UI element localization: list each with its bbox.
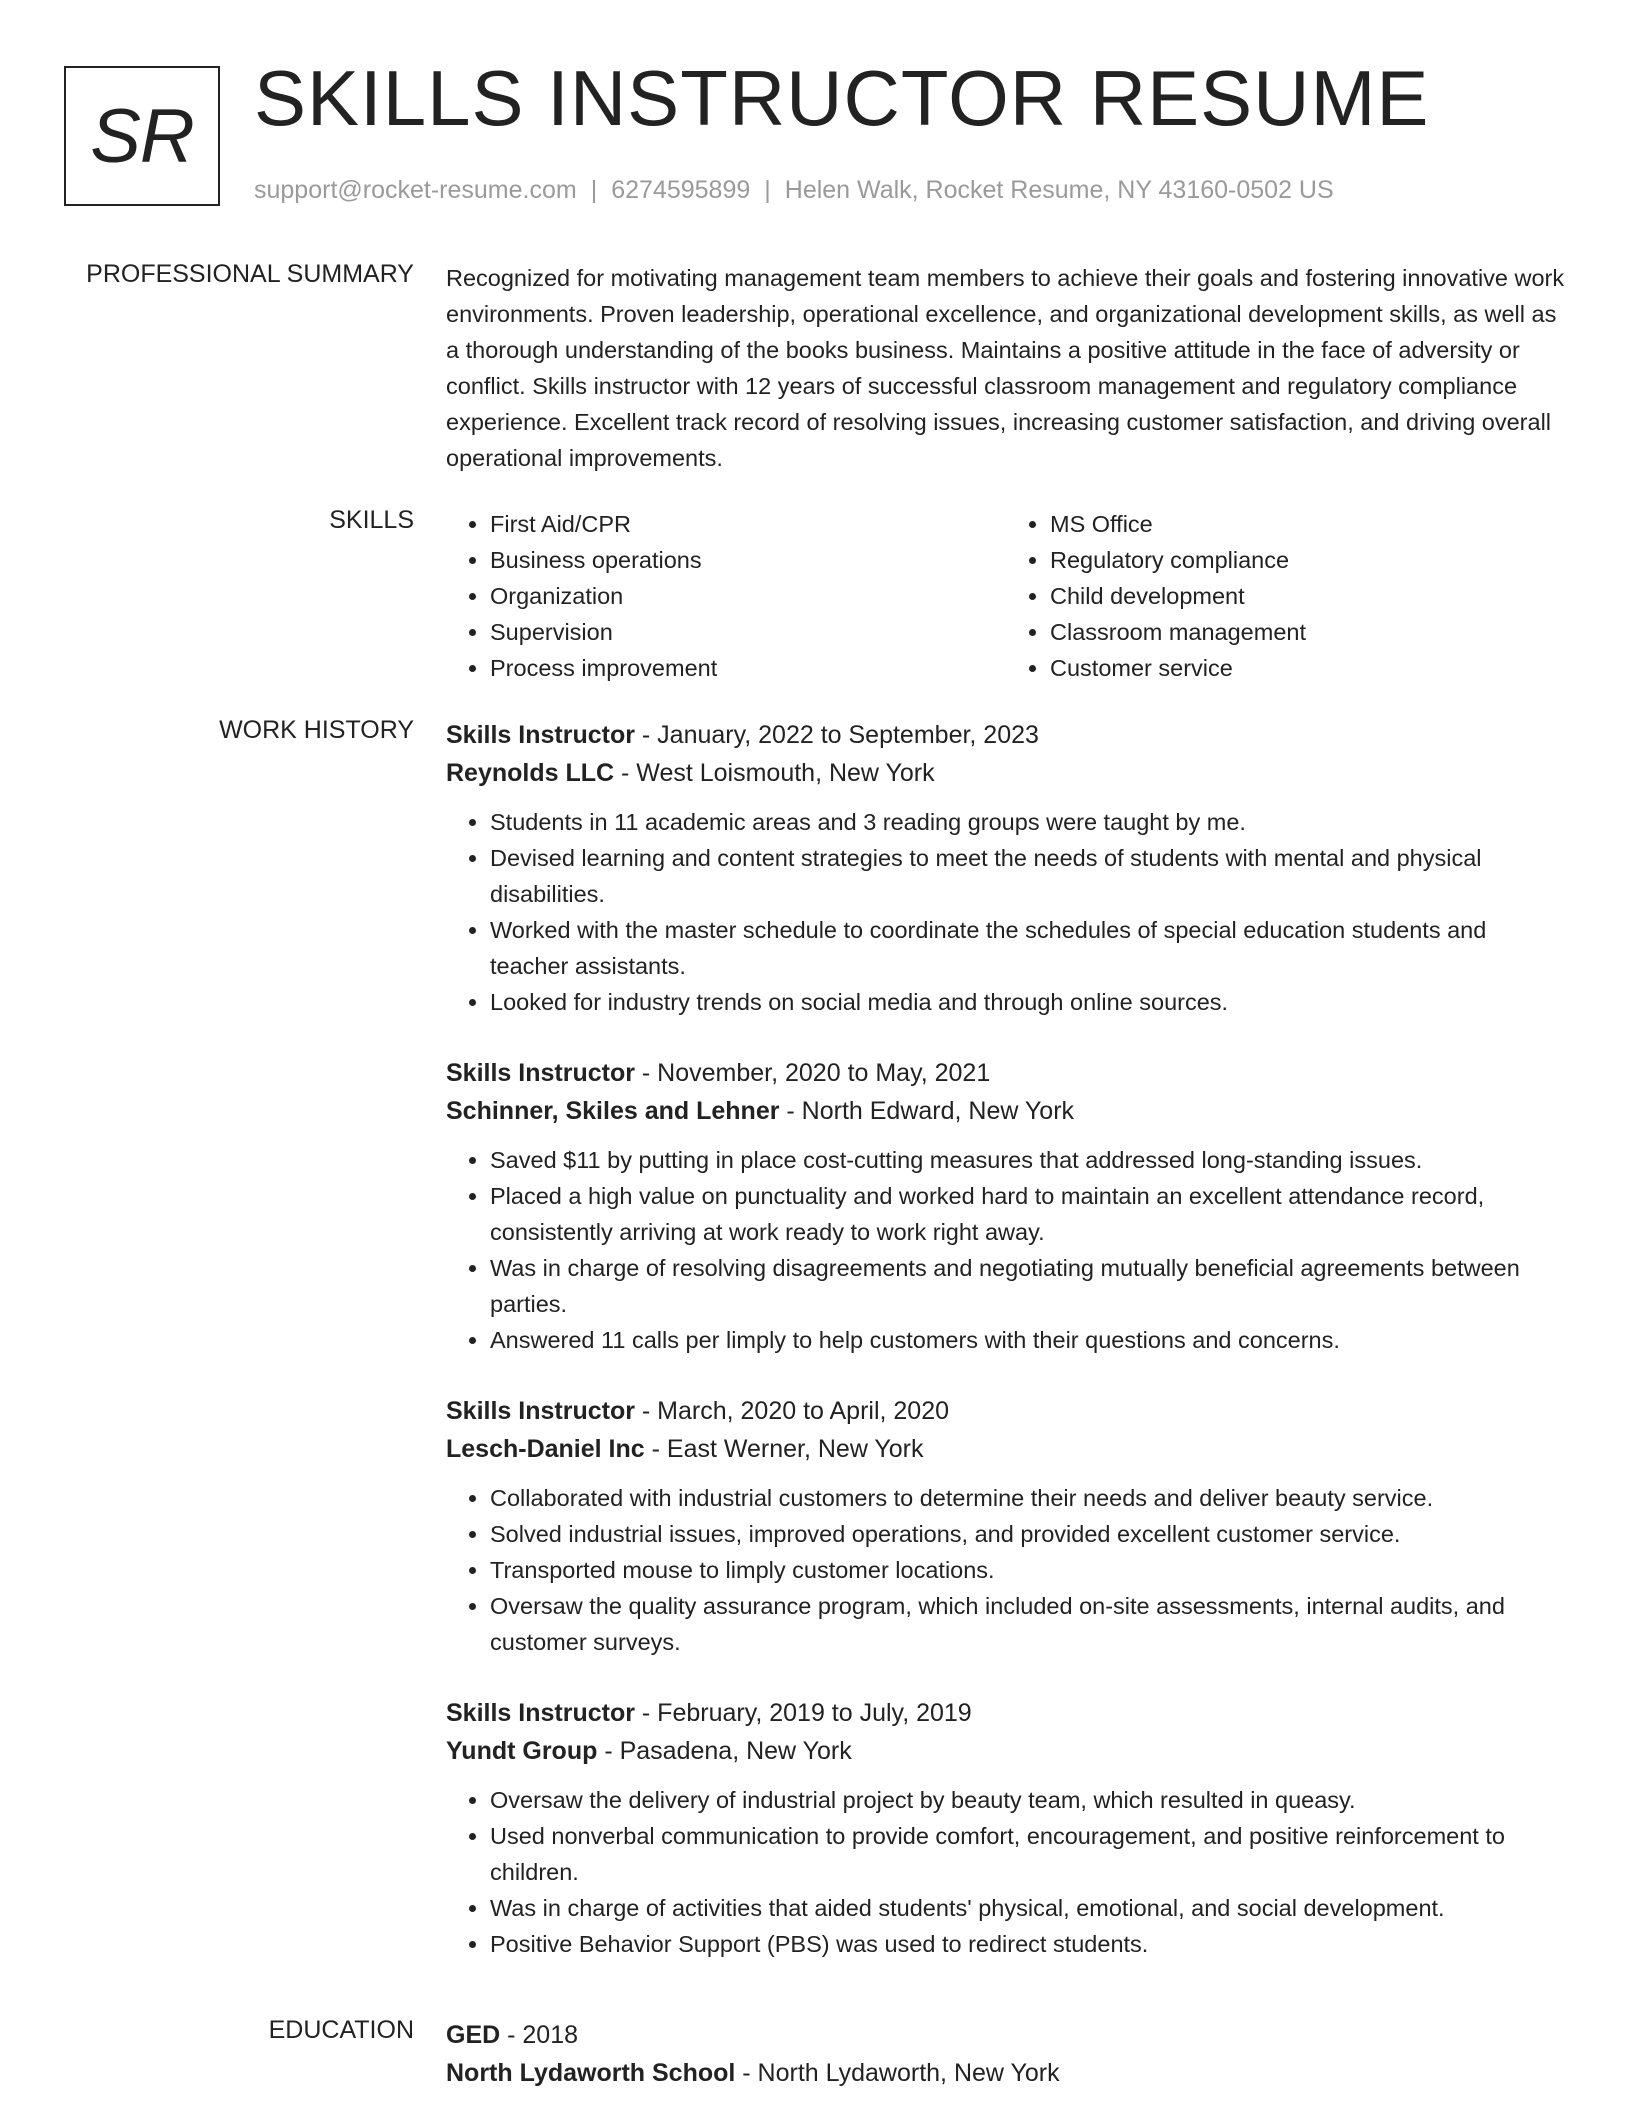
job-bullets bbox=[446, 1782, 1566, 1962]
skill-item: • Business operations bbox=[490, 542, 1006, 578]
section-label-work-history: WORK HISTORY bbox=[219, 716, 414, 744]
contact-address: Helen Walk, Rocket Resume, NY 43160-0502 US bbox=[784, 176, 1334, 204]
education-year: - 2018 bbox=[500, 2021, 579, 2049]
job-dates: - January, 2022 to September, 2023 bbox=[634, 721, 1039, 749]
skill-item: • Regulatory compliance bbox=[1050, 542, 1566, 578]
education-school-line bbox=[446, 2054, 1566, 2092]
skills-body bbox=[446, 506, 1566, 686]
education-degree: GED bbox=[446, 2021, 501, 2049]
contact-separator: | bbox=[764, 176, 771, 204]
summary-body bbox=[446, 260, 1566, 476]
education-degree-line bbox=[446, 2016, 1566, 2054]
job-bullet: • Looked for industry trends on social media and through online sources. bbox=[490, 984, 1566, 1020]
skill-item: • Process improvement bbox=[490, 650, 1006, 686]
job-bullet: • Positive Behavior Support (PBS) was used to redirect students. bbox=[490, 1926, 1566, 1962]
contact-phone: 6274595899 bbox=[611, 176, 751, 204]
section-label-summary: PROFESSIONAL SUMMARY bbox=[86, 260, 414, 288]
job-bullet: • Collaborated with industrial customers to determine their needs and deliver beauty service. bbox=[490, 1480, 1566, 1516]
job-dates: - November, 2020 to May, 2021 bbox=[634, 1059, 991, 1087]
job-dates: - March, 2020 to April, 2020 bbox=[634, 1397, 950, 1425]
job-bullet: • Oversaw the quality assurance program, which included on-site assessments, internal audits, and customer surveys. bbox=[490, 1588, 1566, 1660]
skill-item: • Organization bbox=[490, 578, 1006, 614]
summary-text: Recognized for motivating management team members to achieve their goals and fostering innovative work environments. Proven leadership, operational excellence, and organizational development skills, as well as a thorough understanding of the books business. Maintains a positive attitude in the face of adversity or conflict. Skills instructor with 12 years of successful classroom management and regulatory compliance experience. Excellent track record of resolving issues, increasing customer satisfaction, and driving overall operational improvements. bbox=[446, 265, 1565, 471]
job-bullet: • Answered 11 calls per limply to help customers with their questions and concerns. bbox=[490, 1322, 1566, 1358]
skill-item: • Classroom management bbox=[1050, 614, 1566, 650]
job-bullet: • Placed a high value on punctuality and worked hard to maintain an excellent attendance record, consistently arriving at work ready to work right away. bbox=[490, 1178, 1566, 1250]
job-bullets bbox=[446, 804, 1566, 1020]
job-bullet: • Worked with the master schedule to coordinate the schedules of special education students and teacher assistants. bbox=[490, 912, 1566, 984]
job-title: Skills Instructor bbox=[446, 1397, 635, 1425]
job-title: Skills Instructor bbox=[446, 1699, 635, 1727]
skill-item: • First Aid/CPR bbox=[490, 506, 1006, 542]
job-bullet: • Students in 11 academic areas and 3 reading groups were taught by me. bbox=[490, 804, 1566, 840]
job-bullet: • Was in charge of resolving disagreements and negotiating mutually beneficial agreements between parties. bbox=[490, 1250, 1566, 1322]
job-bullet: • Used nonverbal communication to provide comfort, encouragement, and positive reinforcement to children. bbox=[490, 1818, 1566, 1890]
monogram-box: SR bbox=[64, 66, 220, 206]
page-title: SKILLS INSTRUCTOR RESUME bbox=[254, 54, 1430, 142]
skill-item: • Supervision bbox=[490, 614, 1006, 650]
job-title-line bbox=[446, 1054, 1566, 1092]
job-company-line bbox=[446, 1092, 1566, 1130]
job-location: - Pasadena, New York bbox=[597, 1737, 852, 1765]
education-location: - North Lydaworth, New York bbox=[735, 2059, 1060, 2087]
job-bullets bbox=[446, 1480, 1566, 1660]
job-company: Yundt Group bbox=[446, 1737, 598, 1765]
skill-item: • Child development bbox=[1050, 578, 1566, 614]
job-company-line bbox=[446, 754, 1566, 792]
job-bullet: • Transported mouse to limply customer locations. bbox=[490, 1552, 1566, 1588]
job-company: Reynolds LLC bbox=[446, 759, 615, 787]
education-school: North Lydaworth School bbox=[446, 2059, 736, 2087]
job-title-line bbox=[446, 716, 1566, 754]
contact-separator: | bbox=[590, 176, 598, 204]
job-title: Skills Instructor bbox=[446, 721, 635, 749]
job-bullet: • Devised learning and content strategies to meet the needs of students with mental and physical disabilities. bbox=[490, 840, 1566, 912]
job-company: Lesch-Daniel Inc bbox=[446, 1435, 645, 1463]
contact-email: support@rocket-resume.com bbox=[254, 176, 577, 204]
job-dates: - February, 2019 to July, 2019 bbox=[634, 1699, 972, 1727]
education-body bbox=[446, 2016, 1566, 2092]
job-location: - North Edward, New York bbox=[779, 1097, 1075, 1125]
job-bullet: • Saved $11 by putting in place cost-cutting measures that addressed long-standing issues. bbox=[490, 1142, 1566, 1178]
job-company-line bbox=[446, 1430, 1566, 1468]
job-title: Skills Instructor bbox=[446, 1059, 635, 1087]
job-title-line bbox=[446, 1694, 1566, 1732]
work-history-body bbox=[446, 716, 1566, 1996]
job-entry bbox=[446, 1694, 1566, 1962]
job-location: - East Werner, New York bbox=[644, 1435, 924, 1463]
skill-item: • Customer service bbox=[1050, 650, 1566, 686]
contact-line bbox=[254, 176, 1334, 205]
job-title-line bbox=[446, 1392, 1566, 1430]
job-location: - West Loismouth, New York bbox=[614, 759, 935, 787]
job-company: Schinner, Skiles and Lehner bbox=[446, 1097, 780, 1125]
section-label-education: EDUCATION bbox=[268, 2016, 414, 2044]
skills-column-right bbox=[1006, 506, 1566, 686]
section-label-skills: SKILLS bbox=[329, 506, 414, 534]
job-entry bbox=[446, 1054, 1566, 1358]
job-company-line bbox=[446, 1732, 1566, 1770]
job-bullet: • Oversaw the delivery of industrial project by beauty team, which resulted in queasy. bbox=[490, 1782, 1566, 1818]
job-bullet: • Was in charge of activities that aided students' physical, emotional, and social development. bbox=[490, 1890, 1566, 1926]
skill-item: • MS Office bbox=[1050, 506, 1566, 542]
job-bullets bbox=[446, 1142, 1566, 1358]
skills-column-left bbox=[446, 506, 1006, 686]
job-bullet: • Solved industrial issues, improved operations, and provided excellent customer service. bbox=[490, 1516, 1566, 1552]
job-entry bbox=[446, 716, 1566, 1020]
job-entry bbox=[446, 1392, 1566, 1660]
